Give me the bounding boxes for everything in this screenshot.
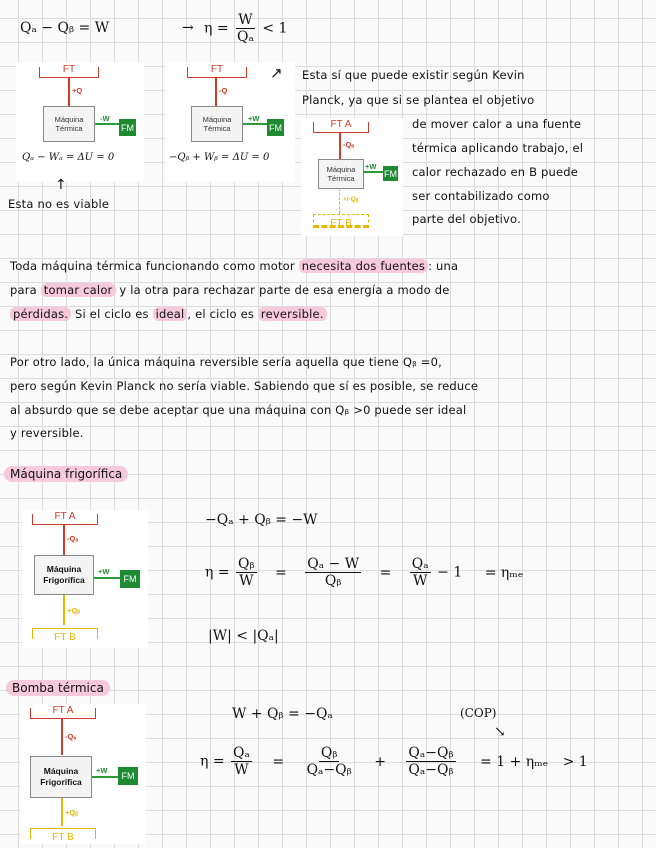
section-title-refrigerator: Máquina frigorífica [4, 466, 128, 482]
work-label: +W [248, 114, 260, 123]
right-note-line-6: ser contabilizado como [412, 189, 550, 203]
work-arrow [94, 577, 120, 579]
fraction-3 [410, 556, 431, 589]
eta-mf-result: = ηₘₑ [484, 564, 524, 581]
cop-result: = 1 + ηₘₑ [480, 753, 549, 770]
fraction-denominator: W [234, 762, 249, 778]
work-arrow [92, 776, 118, 778]
fraction-numerator: Qᵦ [320, 745, 338, 761]
heat-arrow [63, 525, 65, 555]
machine-box [318, 159, 364, 189]
machine-label-1: Máquina [326, 165, 356, 174]
heat-arrow [215, 78, 217, 106]
machine-box [30, 756, 92, 798]
thermal-sink: FT B [313, 214, 369, 228]
machine-label-1: Máquina [46, 564, 82, 574]
eta-lhs: η = [204, 20, 229, 37]
equals-sign: = [272, 753, 285, 770]
diagram-refrigerator [22, 510, 148, 648]
right-note-line-7: parte del objetivo. [412, 212, 521, 226]
machine-box [43, 106, 95, 142]
paragraph-1-line-2 [10, 283, 450, 297]
right-note-line-5: calor rechazado en B puede [412, 165, 579, 179]
fm-box: FM [267, 119, 284, 136]
fraction-denominator: Qₐ [237, 29, 254, 45]
plus-sign: + [374, 753, 386, 770]
heat-label: -Qₐ [65, 732, 77, 741]
heat-arrow [61, 719, 63, 755]
right-note-line-4: térmica aplicando trabajo, el [412, 141, 584, 155]
fraction-numerator: W [238, 12, 253, 28]
work-label: +W [96, 766, 108, 775]
efficiency-fraction [235, 12, 256, 45]
fraction-numerator: Qₐ−Qᵦ [408, 745, 454, 761]
right-note-line-1: Esta sí que puede existir según Kevin [302, 68, 525, 82]
fraction-numerator: Qₐ − W [307, 556, 360, 572]
fraction-3 [406, 745, 455, 778]
highlight-losses: pérdidas. [10, 307, 71, 321]
paragraph-2-line-4: y reversible. [10, 426, 84, 440]
implies-arrow: → [182, 20, 194, 36]
fraction-1 [231, 745, 252, 778]
diagram-heat-pump [20, 704, 146, 844]
fraction-numerator: Qₐ [411, 556, 429, 572]
heat-pump-efficiency [200, 745, 588, 778]
work-inequality: |W| < |Qₐ| [208, 628, 279, 644]
work-arrow [95, 123, 119, 125]
work-arrow [243, 123, 267, 125]
refrigerator-energy-balance: −Qₐ + Qᵦ = −W [205, 512, 318, 528]
heat-b-label: +Qᵦ [65, 808, 79, 817]
heat-b-label: +/-Qᵦ [343, 196, 359, 203]
thermal-source: FT [187, 67, 247, 78]
machine-label-2: Térmica [327, 174, 355, 183]
highlight-ideal: ideal [153, 307, 188, 321]
text-span: para [10, 283, 41, 297]
up-arrow: ↑ [55, 177, 67, 193]
heat-b-arrow [61, 798, 63, 826]
text-span: : una [428, 259, 459, 273]
machine-label-2: Frigorífica [40, 777, 82, 787]
fm-box: FM [118, 767, 138, 785]
paragraph-1-line-1 [10, 259, 458, 273]
machine-box [191, 106, 243, 142]
highlight-take-heat: tomar calor [41, 283, 116, 297]
thermal-source: FT [39, 67, 99, 78]
efficiency-equation [204, 12, 287, 45]
energy-balance-formula: Qₐ − Wₐ = ΔU = 0 [22, 152, 115, 163]
thermal-source: FT A [313, 122, 369, 133]
fm-box: FM [120, 570, 140, 588]
heat-arrow [339, 133, 341, 159]
highlight-two-sources: necesita dos fuentes [299, 259, 428, 273]
work-arrow [363, 171, 383, 173]
text-span: Si el ciclo es [71, 307, 153, 321]
eta-lhs: η = [200, 753, 225, 770]
work-label: -W [100, 114, 110, 123]
machine-label-2: Térmica [203, 124, 231, 133]
eta-lhs: η = [205, 564, 230, 581]
diagram-heat-engine-1 [16, 62, 144, 182]
work-label: +W [365, 162, 377, 171]
heat-arrow [68, 78, 70, 106]
refrigerator-efficiency [205, 556, 523, 589]
heat-label: -Qₐ [67, 534, 79, 543]
fm-box: FM [119, 119, 136, 136]
text-span: Toda máquina térmica funcionando como motor [10, 259, 299, 273]
heat-label: -Q [219, 86, 228, 95]
fraction-2 [305, 745, 354, 778]
section-title-heat-pump: Bomba térmica [6, 680, 110, 696]
paragraph-2-line-1: Por otro lado, la única máquina reversible sería aquella que tiene Qᵦ =0, [10, 355, 442, 369]
thermal-sink: FT B [30, 828, 96, 839]
fraction-numerator: Qₐ [233, 745, 250, 761]
work-label: +W [98, 567, 110, 576]
machine-label-1: Máquina [43, 766, 79, 776]
cop-label: (COP) [460, 706, 497, 720]
machine-label-2: Térmica [55, 124, 83, 133]
fraction-denominator: Qₐ−Qᵦ [306, 762, 352, 778]
heat-label: -Qₐ [343, 140, 355, 149]
eta-rhs: < 1 [262, 20, 288, 37]
text-span: y la otra para rechazar parte de esa energía a modo de [115, 283, 450, 297]
heat-b-arrow [63, 595, 65, 625]
minus-one: − 1 [437, 564, 463, 581]
fraction-denominator: W [413, 573, 428, 589]
paragraph-1-line-3 [10, 307, 327, 321]
north-east-arrow: ↗ [270, 64, 283, 82]
not-viable-note: Esta no es viable [8, 197, 110, 211]
machine-label-1: Máquina [54, 115, 84, 124]
thermal-source: FT A [32, 514, 98, 525]
heat-b-label: +Qᵦ [67, 606, 81, 615]
fraction-denominator: Qₐ−Qᵦ [408, 762, 454, 778]
machine-label-1: Máquina [202, 115, 232, 124]
fraction-numerator: Qᵦ [238, 556, 255, 572]
machine-label-2: Frigorífica [43, 575, 85, 585]
thermal-source: FT A [30, 708, 96, 719]
right-note-line-2: Planck, ya que si se plantea el objetivo [302, 93, 535, 107]
fraction-denominator: Qᵦ [324, 573, 342, 589]
machine-box [34, 555, 94, 595]
fm-box: FM [383, 166, 398, 181]
equals-sign: = [379, 564, 392, 581]
greater-than-one: > 1 [562, 753, 588, 770]
fraction-1 [236, 556, 257, 589]
right-note-line-3: de mover calor a una fuente [412, 117, 582, 131]
highlight-reversible: reversible. [258, 307, 327, 321]
diagram-heat-engine-3 [301, 118, 403, 236]
cop-arrow: ↘ [494, 724, 506, 740]
energy-balance-formula: −Qᵦ + Wᵦ = ΔU = 0 [169, 152, 270, 163]
equals-sign: = [275, 564, 287, 581]
thermal-sink: FT B [32, 628, 98, 639]
heat-b-arrow [339, 188, 342, 214]
fraction-2 [305, 556, 361, 589]
first-law-equation: Qₐ − Qᵦ = W [20, 20, 110, 36]
text-span: , el ciclo es [187, 307, 258, 321]
heat-label: +Q [72, 86, 83, 95]
heat-pump-energy-balance: W + Qᵦ = −Qₐ [232, 706, 333, 722]
paragraph-2-line-2: pero según Kevin Planck no sería viable. Sabiendo que sí es posible, se reduce [10, 379, 479, 393]
paragraph-2-line-3: al absurdo que se debe aceptar que una máquina con Qᵦ >0 puede ser ideal [10, 403, 467, 417]
fraction-denominator: W [239, 573, 254, 589]
